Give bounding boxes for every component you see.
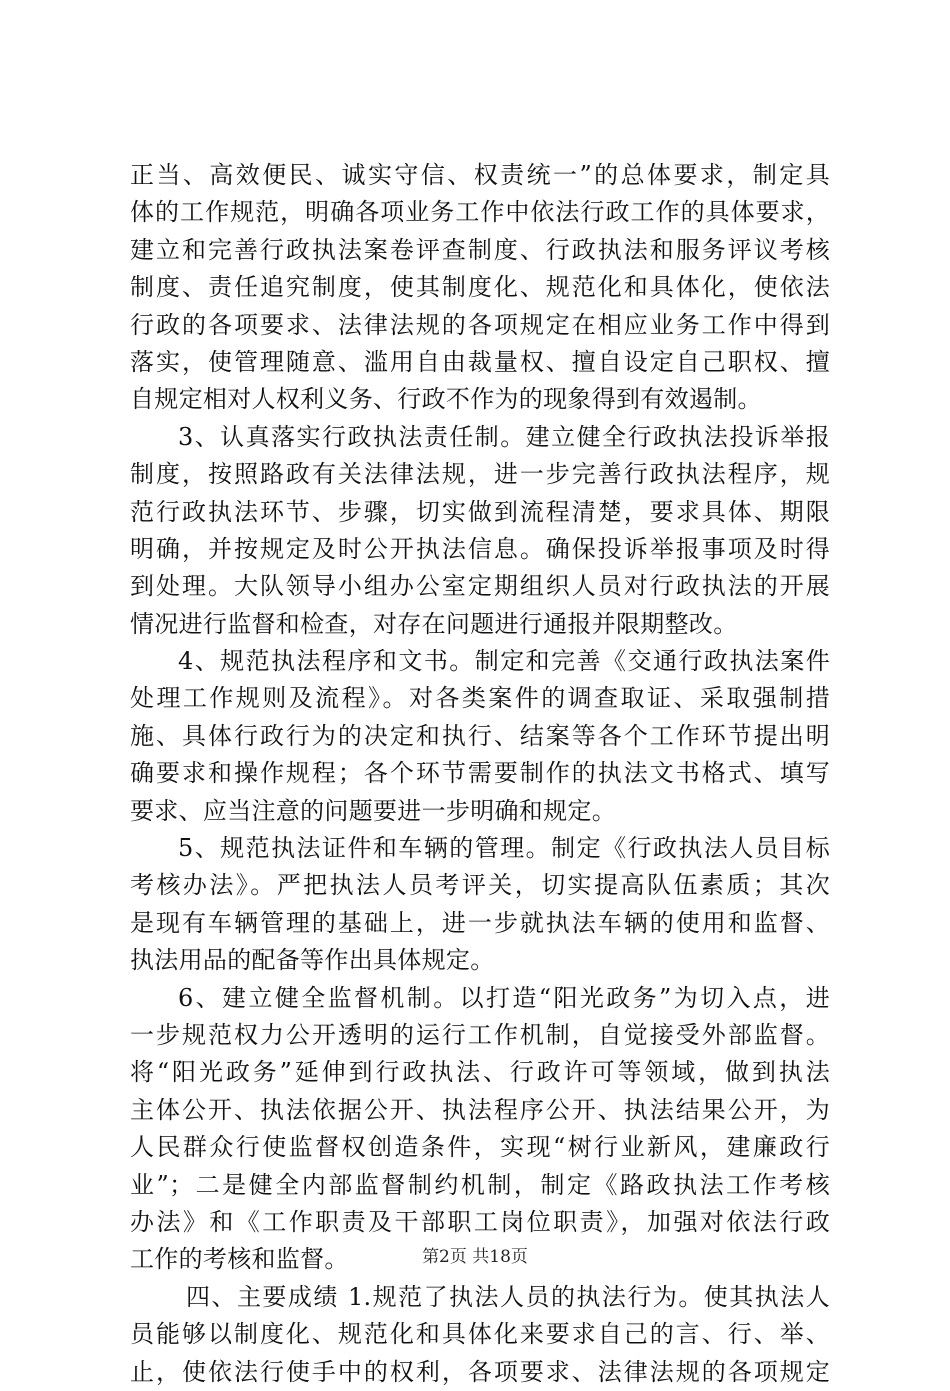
document-body	[130, 157, 830, 1391]
text-line: 自规定相对人权利义务、行政不作为的现象得到有效遏制。	[130, 385, 762, 414]
text-line: 施、具体行政行为的决定和执行、结案等各个工作环节提出明	[130, 721, 830, 750]
text-line: 处理工作规则及流程》。对各类案件的调查取证、采取强制措	[130, 684, 830, 713]
text-line: 体的工作规范，明确各项业务工作中依法行政工作的具体要求，	[130, 198, 830, 227]
text-line: 将“阳光政务”延伸到行政执法、行政许可等领域，做到执法	[130, 1058, 830, 1087]
text-line: 范行政执法环节、步骤，切实做到流程清楚，要求具体、期限	[130, 497, 830, 526]
text-line: 3、认真落实行政执法责任制。建立健全行政执法投诉举报	[178, 422, 830, 451]
text-line: 四、主要成绩 1.规范了执法人员的执法行为。使其执法人	[186, 1282, 830, 1311]
text-line: 业”；二是健全内部监督制约机制，制定《路政执法工作考核	[130, 1170, 830, 1199]
text-line: 主体公开、执法依据公开、执法程序公开、执法结果公开，为	[130, 1095, 830, 1124]
text-line: 建立和完善行政执法案卷评查制度、行政执法和服务评议考核	[130, 235, 830, 264]
text-line: 制度，按照路政有关法律法规，进一步完善行政执法程序，规	[130, 460, 830, 489]
text-line: 员能够以制度化、规范化和具体化来要求自己的言、行、举、	[130, 1320, 830, 1349]
text-line: 4、规范执法程序和文书。制定和完善《交通行政执法案件	[178, 647, 830, 676]
text-line: 工作的考核和监督。	[130, 1245, 349, 1274]
text-line: 6、建立健全监督机制。以打造“阳光政务”为切入点，进	[178, 983, 830, 1012]
text-line: 制度、责任追究制度，使其制度化、规范化和具体化，使依法	[130, 273, 830, 302]
text-line: 落实，使管理随意、滥用自由裁量权、擅自设定自己职权、擅	[130, 347, 830, 376]
text-line: 正当、高效便民、诚实守信、权责统一”的总体要求，制定具	[130, 161, 830, 189]
text-line: 到处理。大队领导小组办公室定期组织人员对行政执法的开展	[130, 572, 830, 601]
text-line: 人民群众行使监督权创造条件，实现“树行业新风，建廉政行	[130, 1133, 830, 1162]
page-number-footer: 第2页 共18页	[422, 1247, 528, 1267]
text-line: 执法用品的配备等作出具体规定。	[130, 946, 495, 975]
text-line: 考核办法》。严把执法人员考评关，切实提高队伍素质；其次	[130, 871, 830, 900]
text-line: 止，使依法行使手中的权利，各项要求、法律法规的各项规定	[130, 1357, 830, 1386]
text-line: 5、规范执法证件和车辆的管理。制定《行政执法人员目标	[178, 834, 830, 863]
text-line: 确要求和操作规程；各个环节需要制作的执法文书格式、填写	[130, 759, 830, 788]
text-line: 要求、应当注意的问题要进一步明确和规定。	[130, 796, 616, 825]
text-line: 行政的各项要求、法律法规的各项规定在相应业务工作中得到	[130, 310, 830, 339]
text-line: 情况进行监督和检查，对存在问题进行通报并限期整改。	[130, 609, 738, 638]
text-line: 明确，并按规定及时公开执法信息。确保投诉举报事项及时得	[130, 534, 830, 563]
text-line: 一步规范权力公开透明的运行工作机制，自觉接受外部监督。	[130, 1020, 830, 1049]
text-line: 办法》和《工作职责及干部职工岗位职责》，加强对依法行政	[130, 1207, 830, 1236]
text-line: 是现有车辆管理的基础上，进一步就执法车辆的使用和监督、	[130, 908, 830, 937]
